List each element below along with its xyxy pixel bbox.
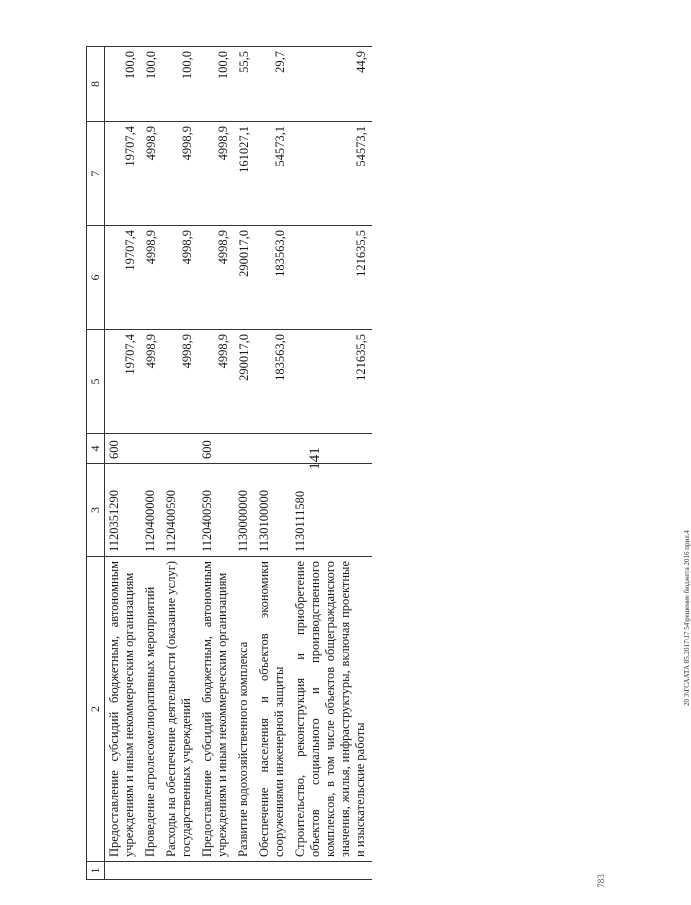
header-cell: 8 [87, 47, 105, 122]
row-col5: 290017,0 [234, 330, 255, 434]
row-col6: 4998,9 [141, 226, 162, 330]
row-name: Предоставление субсидий бюджетным, автономным учреждениям и иным некоммерческим организациям [105, 557, 142, 862]
table-row [141, 47, 162, 880]
header-row [87, 47, 105, 880]
row-col5: 19707,4 [105, 330, 142, 434]
row-col6: 121635,5 [291, 226, 372, 330]
header-cell: 3 [87, 464, 105, 557]
table-row [291, 47, 372, 880]
table-row [198, 47, 234, 880]
row-code: 1120400000 [141, 464, 162, 557]
row-code: 1130000000 [234, 464, 255, 557]
row-vr: 600 [105, 434, 142, 464]
row-code: 1130111580 [291, 464, 372, 557]
row-col8: 29,7 [255, 47, 291, 122]
row-name: Проведение агролесомелиоративных мероприятий [141, 557, 162, 862]
row-vr [255, 434, 291, 464]
row-vr: 600 [198, 434, 234, 464]
row-col7: 54573,1 [255, 122, 291, 226]
row-col7: 19707,4 [105, 122, 142, 226]
row-col7: 4998,9 [162, 122, 198, 226]
row-col7: 161027,1 [234, 122, 255, 226]
header-cell: 4 [87, 434, 105, 464]
row-name: Обеспечение населения и объектов экономики сооружениями инженерной защиты [255, 557, 291, 862]
header-cell: 5 [87, 330, 105, 434]
row-code: 1120351290 [105, 464, 142, 557]
header-cell: 6 [87, 226, 105, 330]
row-vr [162, 434, 198, 464]
row-col6: 4998,9 [198, 226, 234, 330]
file-path-note: 20 3\ГСААТА 85.2017\17 54\решение бюджета 2016 прил.4 [682, 530, 691, 706]
row-name: Предоставление субсидий бюджетным, автономным учреждениям и иным некоммерческим организациям [198, 557, 234, 862]
row-col6: 19707,4 [105, 226, 142, 330]
header-cell: 2 [87, 557, 105, 862]
row-name: Расходы на обеспечение деятельности (оказание услуг) государственных учреждений [162, 557, 198, 862]
budget-table-container [86, 47, 616, 880]
corner-mark: 783 [595, 874, 606, 888]
row-col5: 4998,9 [141, 330, 162, 434]
row-col8: 100,0 [198, 47, 234, 122]
row-name: Строительство, реконструкция и приобретение объектов социального и производственного комплексов, в том числе объектов общегражданского значения, жилья, инфраструктуры, включая проектные и изыскательские работы [291, 557, 372, 862]
row-col8: 44,9 [291, 47, 372, 122]
budget-table [86, 46, 372, 880]
table-row [105, 47, 142, 880]
row-col8: 100,0 [162, 47, 198, 122]
row-col5: 4998,9 [198, 330, 234, 434]
header-cell: 1 [87, 862, 105, 880]
row-col6: 183563,0 [255, 226, 291, 330]
row-vr [291, 434, 372, 464]
row-vr [141, 434, 162, 464]
table-row [162, 47, 198, 880]
table-row [234, 47, 255, 880]
row-col6: 4998,9 [162, 226, 198, 330]
row-col5: 121635,5 [291, 330, 372, 434]
row-col7: 4998,9 [198, 122, 234, 226]
header-cell: 7 [87, 122, 105, 226]
row-col5: 4998,9 [162, 330, 198, 434]
row-code: 1120400590 [198, 464, 234, 557]
page-number: 141 [306, 447, 323, 470]
row-col7: 4998,9 [141, 122, 162, 226]
row-vr [234, 434, 255, 464]
row-col6: 290017,0 [234, 226, 255, 330]
row-col8: 100,0 [105, 47, 142, 122]
row-col8: 55,5 [234, 47, 255, 122]
table-row [255, 47, 291, 880]
row-code: 1130100000 [255, 464, 291, 557]
row-name: Развитие водохозяйственного комплекса [234, 557, 255, 862]
row-col5: 183563,0 [255, 330, 291, 434]
row-col8: 100,0 [141, 47, 162, 122]
row-col7: 54573,1 [291, 122, 372, 226]
row-code: 1120400590 [162, 464, 198, 557]
